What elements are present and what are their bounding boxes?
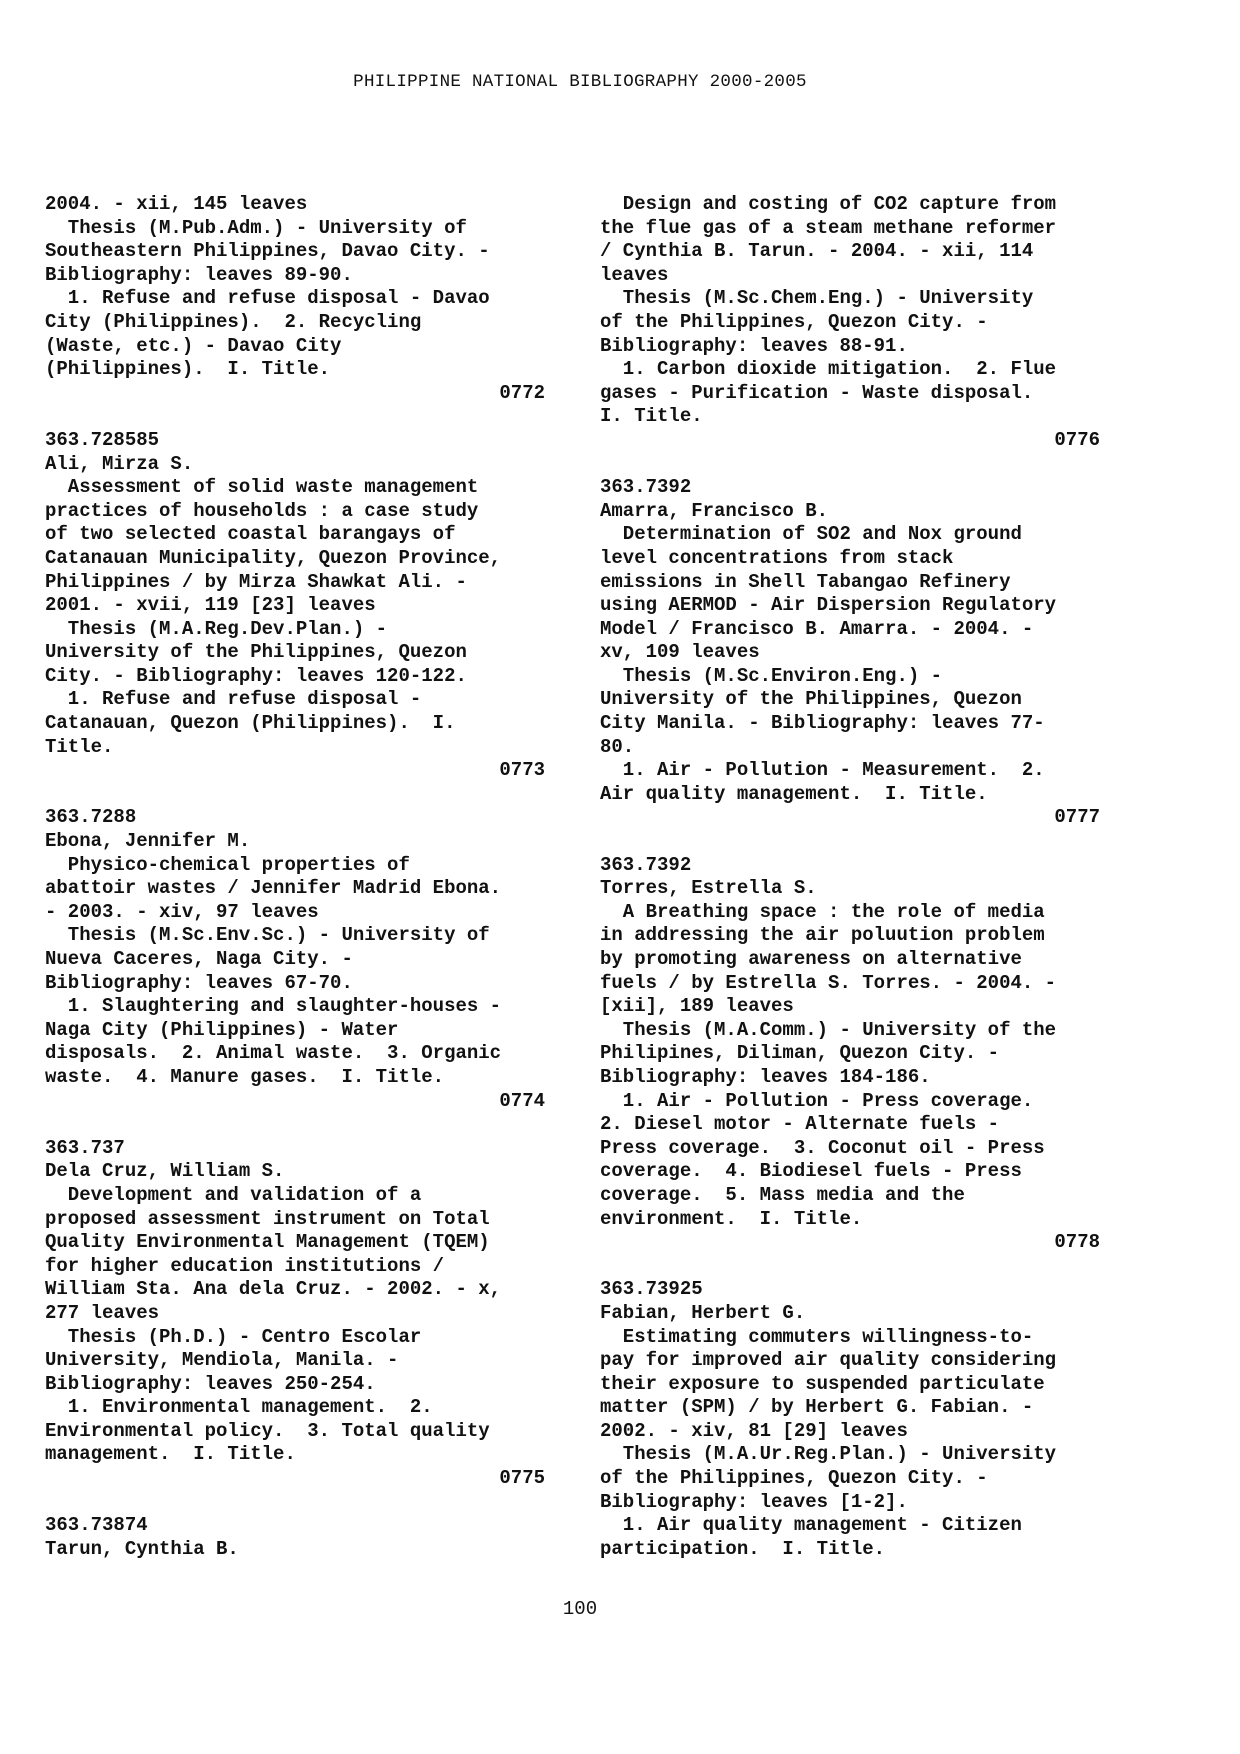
entry-line: environment. I. Title. [600, 1207, 863, 1230]
entry-line: City Manila. - Bibliography: leaves 77- [600, 712, 1045, 735]
entry-line: Catanauan Municipality, Quezon Province, [45, 546, 502, 569]
entry-line: using AERMOD - Air Dispersion Regulatory [600, 594, 1057, 617]
entry-gap [45, 1491, 545, 1515]
entry-line: participation. I. Title. [600, 1537, 886, 1560]
bib-entry [600, 1278, 1100, 1561]
bib-entry [600, 193, 1100, 453]
author: Tarun, Cynthia B. [45, 1537, 239, 1560]
entry-line: 1. Air - Pollution - Press coverage. [600, 1089, 1034, 1112]
entry-line: 2004. - xii, 145 leaves [45, 193, 308, 215]
entry-line: of the Philippines, Quezon City. - [600, 1467, 988, 1490]
call-number: 363.7392 [600, 476, 692, 499]
entry-line: (Waste, etc.) - Davao City [45, 334, 342, 357]
entry-line: Thesis (M.Sc.Env.Sc.) - University of [45, 924, 490, 947]
entry-line: Development and validation of a [45, 1183, 422, 1206]
entry-line: University, Mendiola, Manila. - [45, 1349, 399, 1372]
entry-gap [600, 453, 1100, 477]
entry-line: Title. [45, 735, 114, 758]
bib-entry [600, 476, 1100, 830]
entry-number: 0777 [1054, 806, 1100, 829]
entry-gap [45, 1113, 545, 1137]
entry-line: Bibliography: leaves 184-186. [600, 1065, 931, 1088]
entry-line: University of the Philippines, Quezon [600, 688, 1022, 711]
bib-entry [45, 1137, 545, 1491]
entry-number: 0778 [1054, 1231, 1100, 1254]
entry-line: Thesis (M.Pub.Adm.) - University of [45, 216, 467, 239]
entry-line: practices of households : a case study [45, 499, 479, 522]
entry-line: proposed assessment instrument on Total [45, 1207, 490, 1230]
entry-line: xv, 109 leaves [600, 641, 760, 664]
entry-line: coverage. 5. Mass media and the [600, 1183, 965, 1206]
entry-line: of the Philippines, Quezon City. - [600, 310, 988, 333]
author: Torres, Estrella S. [600, 877, 817, 900]
entry-number: 0773 [499, 759, 545, 782]
call-number: 363.73925 [600, 1278, 703, 1301]
entry-line: William Sta. Ana dela Cruz. - 2002. - x, [45, 1278, 502, 1301]
entry-line: Design and costing of CO2 capture from [600, 193, 1057, 215]
entry-line: Determination of SO2 and Nox ground [600, 523, 1022, 546]
call-number: 363.7288 [45, 806, 137, 829]
entry-gap [600, 1255, 1100, 1279]
entry-line: by promoting awareness on alternative [600, 948, 1022, 970]
entry-line: Thesis (Ph.D.) - Centro Escolar [45, 1325, 422, 1348]
entry-line: Bibliography: leaves 88-91. [600, 334, 908, 357]
entry-line: Philipines, Diliman, Quezon City. - [600, 1042, 1000, 1065]
call-number: 363.737 [45, 1136, 125, 1159]
entry-line: 1. Carbon dioxide mitigation. 2. Flue [600, 358, 1057, 381]
entry-line: Bibliography: leaves [1-2]. [600, 1490, 908, 1513]
entry-line: for higher education institutions / [45, 1254, 445, 1277]
entry-line: waste. 4. Manure gases. I. Title. [45, 1065, 445, 1088]
entry-line: their exposure to suspended particulate [600, 1372, 1045, 1395]
entry-line: Air quality management. I. Title. [600, 782, 988, 805]
entry-line: 277 leaves [45, 1301, 160, 1324]
entry-number: 0772 [499, 381, 545, 404]
call-number: 363.7392 [600, 853, 692, 876]
entry-line: Naga City (Philippines) - Water [45, 1018, 399, 1041]
entry-line: 1. Refuse and refuse disposal - Davao [45, 287, 490, 310]
entry-number: 0775 [499, 1467, 545, 1490]
entry-gap [45, 405, 545, 429]
entry-line: Assessment of solid waste management [45, 476, 479, 499]
entry-line: City. - Bibliography: leaves 120-122. [45, 664, 467, 687]
entry-line: Catanauan, Quezon (Philippines). I. [45, 712, 456, 735]
entry-line: 1. Environmental management. 2. [45, 1396, 433, 1419]
entry-line: Bibliography: leaves 67-70. [45, 971, 353, 994]
page-number: 100 [562, 1598, 598, 1620]
author: Fabian, Herbert G. [600, 1301, 806, 1324]
entry-line: Thesis (M.A.Comm.) - University of the [600, 1018, 1057, 1041]
entry-line: Bibliography: leaves 89-90. [45, 263, 353, 286]
entry-line: level concentrations from stack [600, 546, 954, 569]
entry-line: abattoir wastes / Jennifer Madrid Ebona. [45, 877, 502, 900]
entry-line: management. I. Title. [45, 1443, 296, 1466]
entry-line: Nueva Caceres, Naga City. - [45, 948, 353, 970]
entry-line: A Breathing space : the role of media [600, 900, 1045, 923]
entry-line: Quality Environmental Management (TQEM) [45, 1231, 490, 1254]
entry-number: 0774 [499, 1089, 545, 1112]
entry-line: (Philippines). I. Title. [45, 358, 331, 381]
entry-line: of two selected coastal barangays of [45, 523, 456, 546]
entry-line: Thesis (M.Sc.Environ.Eng.) - [600, 664, 943, 687]
entry-line: [xii], 189 leaves [600, 995, 794, 1018]
entry-line: leaves [600, 263, 669, 286]
bib-entry [600, 854, 1100, 1255]
call-number: 363.73874 [45, 1514, 148, 1537]
entry-line: 2. Diesel motor - Alternate fuels - [600, 1113, 1000, 1136]
entry-line: 1. Refuse and refuse disposal - [45, 688, 422, 711]
entry-line: I. Title. [600, 405, 703, 428]
entry-line: Press coverage. 3. Coconut oil - Press [600, 1136, 1045, 1159]
author: Amarra, Francisco B. [600, 499, 829, 522]
entry-gap [600, 830, 1100, 854]
bib-entry [45, 806, 545, 1113]
entry-line: University of the Philippines, Quezon [45, 641, 467, 664]
right-column [600, 193, 1100, 1561]
entry-line: 2002. - xiv, 81 [29] leaves [600, 1419, 908, 1442]
entry-line: 1. Air quality management - Citizen [600, 1514, 1022, 1537]
entry-line: - 2003. - xiv, 97 leaves [45, 900, 319, 923]
entry-line: emissions in Shell Tabangao Refinery [600, 570, 1011, 593]
left-column [45, 193, 545, 1561]
entry-line: 1. Air - Pollution - Measurement. 2. [600, 759, 1045, 782]
entry-line: Thesis (M.A.Reg.Dev.Plan.) - [45, 617, 388, 640]
entry-line: 80. [600, 735, 635, 758]
entry-line: Thesis (M.Sc.Chem.Eng.) - University [600, 287, 1034, 310]
entry-line: 1. Slaughtering and slaughter-houses - [45, 995, 502, 1018]
entry-line: Model / Francisco B. Amarra. - 2004. - [600, 617, 1034, 640]
entry-number: 0776 [1054, 428, 1100, 451]
entry-line: Physico-chemical properties of [45, 853, 410, 876]
entry-line: the flue gas of a steam methane reformer [600, 216, 1057, 239]
bib-entry [45, 429, 545, 783]
entry-line: in addressing the air poluution problem [600, 924, 1045, 947]
entry-line: Bibliography: leaves 250-254. [45, 1372, 376, 1395]
author: Ebona, Jennifer M. [45, 830, 251, 853]
entry-line: Thesis (M.A.Ur.Reg.Plan.) - University [600, 1443, 1057, 1466]
entry-line: matter (SPM) / by Herbert G. Fabian. - [600, 1396, 1034, 1419]
entry-line: gases - Purification - Waste disposal. [600, 381, 1034, 404]
call-number: 363.728585 [45, 428, 160, 451]
entry-line: pay for improved air quality considering [600, 1349, 1057, 1372]
entry-line: fuels / by Estrella S. Torres. - 2004. - [600, 971, 1057, 994]
bib-entry [45, 1514, 545, 1561]
entry-line: 2001. - xvii, 119 [23] leaves [45, 594, 376, 617]
entry-line: Environmental policy. 3. Total quality [45, 1419, 490, 1442]
author: Ali, Mirza S. [45, 452, 194, 475]
author: Dela Cruz, William S. [45, 1160, 285, 1183]
entry-line: / Cynthia B. Tarun. - 2004. - xii, 114 [600, 240, 1034, 263]
entry-line: coverage. 4. Biodiesel fuels - Press [600, 1160, 1022, 1183]
entry-line: Estimating commuters willingness-to- [600, 1325, 1034, 1348]
entry-line: Philippines / by Mirza Shawkat Ali. - [45, 570, 467, 593]
bib-entry [45, 193, 545, 405]
entry-line: Southeastern Philippines, Davao City. - [45, 240, 490, 263]
entry-line: City (Philippines). 2. Recycling [45, 310, 422, 333]
entry-gap [45, 783, 545, 807]
page-header: PHILIPPINE NATIONAL BIBLIOGRAPHY 2000-2005 [353, 72, 807, 92]
entry-line: disposals. 2. Animal waste. 3. Organic [45, 1042, 502, 1065]
